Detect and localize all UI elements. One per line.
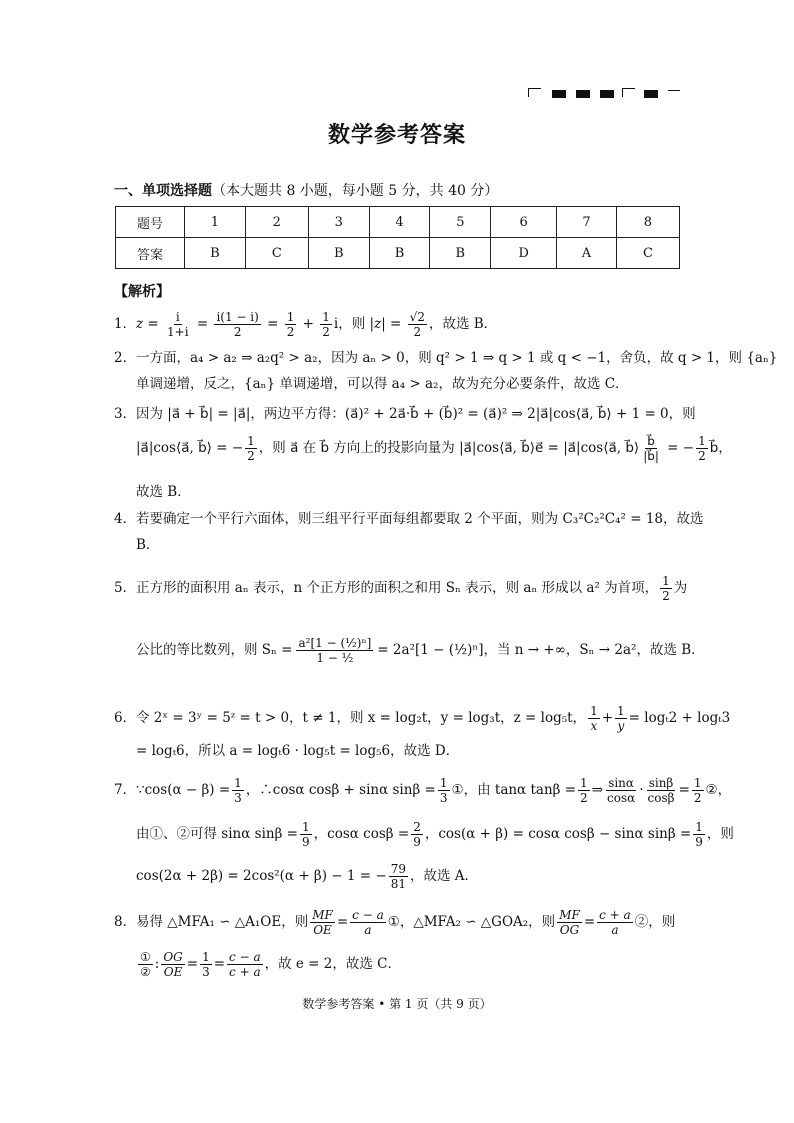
solution-2-cont: 单调递增，反之，{aₙ} 单调递增，可以得 a₄ > a₂，故为充分必要条件，故选 C．	[136, 376, 629, 392]
item-text: ∵cos(α − β) =	[136, 782, 231, 798]
item-text: ，当 n → +∞，Sₙ → 2a²，故选 B．	[483, 642, 705, 658]
fraction: $\frac{c + a}{a}$	[599, 908, 631, 937]
table-cell-label: 题号	[116, 207, 185, 238]
fraction: $\frac{i(1 - i)}{2}$	[216, 310, 259, 339]
fraction: $\frac{i}{1+i}$	[167, 310, 189, 339]
solution-8-cont: ① ② : $\frac{OG}{OE}$ = $\frac{1}{3}$ = $\frac{c - a}{c + a}$ ，故 e = 2，故选 C．	[140, 950, 401, 979]
fraction: $\frac{1}{3}$	[202, 950, 210, 979]
fraction: $\frac{c - a}{a}$	[352, 908, 384, 937]
fraction: $\frac{b⃗}{|b⃗|}$	[643, 434, 659, 463]
fraction: $\frac{79}{81}$	[390, 862, 406, 891]
fraction: $\frac{√2}{2}$	[409, 310, 425, 339]
fraction: $\frac{OG}{OE}$	[163, 950, 183, 979]
item-text: 为	[673, 580, 688, 596]
fraction: $\frac{1}{2}$	[247, 434, 255, 463]
solution-1: 1．z = $\frac{i}{1+i}$ = $\frac{i(1 - i)}{2}$ = $\frac{1}{2}$ + $\frac{1}{2}$ i，则 |z| = $\frac{√2}{2}$ ，故选 B．	[114, 310, 498, 339]
fraction: $\frac{1}{2}$	[322, 310, 330, 339]
item-text: 公比的等比数列，则 Sₙ =	[136, 642, 293, 658]
item-text: ②，则	[634, 914, 676, 930]
table-cell: 1	[185, 207, 246, 238]
item-text: ，则	[706, 826, 734, 842]
item-text: 由①、②可得 sinα sinβ =	[136, 826, 298, 842]
page-footer: 数学参考答案 • 第 1 页（共 9 页）	[302, 997, 492, 1011]
fraction: $\frac{\sin\alpha}{\cos\alpha}$	[607, 776, 636, 805]
solution-3-cont: 故选 B．	[136, 484, 191, 500]
fraction: $\frac{1}{3}$	[234, 776, 242, 805]
item-text: ②，	[705, 782, 732, 798]
item-text: ，故选 A．	[409, 868, 479, 884]
dash-mark-icon	[668, 90, 680, 91]
solution-5	[114, 574, 688, 603]
fraction: $\frac{1}{3}$	[439, 776, 448, 805]
solution-7: 7．∵cos(α − β) = $\frac{1}{3}$ ，∴cosα cosβ + sinα sinβ = $\frac{1}{3}$ ①，由 tanα tanβ = $\frac{1}{2}$ ⇒ $\frac{\sin\alpha}{\cos\alpha}$ · $\frac{\sin\beta}{\cos\beta}$ = $\frac{1}{2}$ ②，	[114, 776, 732, 805]
item-text: = logₜ2 + logₜ3	[628, 710, 731, 726]
item-text: ①，△MFA₂ ∽ △GOA₂，则	[387, 914, 556, 930]
item-number: 2．	[114, 350, 137, 366]
fraction: $\frac{1}{2}$	[580, 776, 588, 805]
solution-2	[114, 348, 778, 368]
item-text: ，故 e = 2，故选 C．	[264, 956, 401, 972]
section-note: （本大题共 8 小题，每小题 5 分，共 40 分）	[212, 183, 499, 199]
table-cell: 7	[557, 207, 617, 238]
fraction: $\frac{1}{x}$	[590, 704, 598, 733]
solution-3-formula: |a⃗|cos⟨a⃗, b⃗⟩ = − $\frac{1}{2}$ ，则 a⃗ 在 b⃗ 方向上的投影向量为 |a⃗|cos⟨a⃗, b⃗⟩e⃗ = |a⃗|cos⟨a⃗, b⃗⟩ $\frac{b⃗}{|b⃗|}$ = − $\frac{1}{2}$ b⃗，	[136, 434, 732, 463]
fraction: $\frac{1}{y}$	[617, 704, 625, 733]
bar-mark-icon	[552, 90, 566, 98]
item-text: ，cos(α + β) = cosα cosβ − sinα sinβ =	[424, 826, 692, 842]
bar-mark-icon	[600, 90, 614, 98]
solution-7-line2	[136, 820, 734, 849]
item-number: 4．	[114, 511, 137, 527]
table-cell: D	[491, 238, 557, 269]
item-text: 若要确定一个平行六面体，则三组平行平面每组都要取 2 个平面，则为 C₃²C₂²C₄² = 18，故选	[136, 511, 704, 527]
solution-8: 8．易得 △MFA₁ ∽ △A₁OE，则 $\frac{MF}{OE}$ = $\frac{c - a}{a}$ ①，△MFA₂ ∽ △GOA₂，则 $\frac{MF}{OG}$ = $\frac{c + a}{a}$ ②，则	[114, 908, 676, 937]
fraction: $\frac{c - a}{c + a}$	[229, 950, 261, 979]
item-number: 1．	[114, 316, 137, 332]
table-cell: C	[245, 238, 308, 269]
solution-4-cont: B．	[136, 537, 160, 553]
item-number: 8．	[114, 914, 137, 930]
fraction: $\frac{MF}{OE}$	[312, 908, 333, 937]
fraction: $\frac{1}{2}$	[286, 310, 295, 339]
item-text: 正方形的面积用 aₙ 表示，n 个正方形的面积之和用 Sₙ 表示，则 aₙ 形成以 a² 为首项，	[136, 580, 659, 596]
solution-5-formula: 公比的等比数列，则 Sₙ = $\frac{\text{a²[1 − (½)ⁿ]}}{\text{1 − ½}}$ = 2a²[1 − (½)ⁿ] ，当 n → +∞，Sₙ → 2a²，故选 B．	[136, 635, 705, 665]
item-number: 6．	[114, 710, 137, 726]
fraction: $\frac{MF}{OG}$	[559, 908, 580, 937]
section-heading	[114, 180, 498, 200]
solution-7-line3	[136, 862, 478, 891]
table-cell: 6	[491, 207, 557, 238]
table-cell: B	[430, 238, 491, 269]
table-cell: B	[185, 238, 246, 269]
section-title: 一、单项选择题	[114, 183, 212, 199]
table-cell: 5	[430, 207, 491, 238]
fraction: $\frac{1}{9}$	[302, 820, 310, 849]
fraction: $\frac{\text{a²[1 − (½)ⁿ]}}{\text{1 − ½}}$	[298, 635, 372, 665]
fraction: ① ②	[140, 950, 151, 979]
item-text: 令 2ˣ = 3ʸ = 5ᶻ = t > 0，t ≠ 1，则 x = log₂t，y = log₃t，z = log₅t，	[136, 710, 587, 726]
item-number: 7．	[114, 782, 137, 798]
answer-table	[115, 206, 680, 269]
table-cell: 8	[616, 207, 679, 238]
table-row	[116, 207, 680, 238]
bar-mark-icon	[644, 90, 658, 98]
item-text: ，cosα cosβ =	[313, 826, 410, 842]
fraction: $\frac{\sin\beta}{\cos\beta}$	[647, 776, 675, 805]
table-cell: 3	[308, 207, 369, 238]
fraction: $\frac{1}{2}$	[698, 434, 706, 463]
table-cell: 2	[245, 207, 308, 238]
table-cell-label: 答案	[116, 238, 185, 269]
corner-mark-icon	[528, 88, 541, 97]
table-cell: B	[308, 238, 369, 269]
item-text: cos(2α + 2β) = 2cos²(α + β) − 1 = −	[136, 868, 387, 884]
solution-3	[114, 404, 696, 424]
item-text: 易得 △MFA₁ ∽ △A₁OE，则	[136, 914, 309, 930]
table-cell: B	[369, 238, 430, 269]
item-text: ，∴cosα cosβ + sinα sinβ =	[245, 782, 436, 798]
item-text: ⇒	[591, 782, 603, 798]
analysis-heading: 【解析】	[114, 284, 170, 300]
table-row	[116, 238, 680, 269]
fraction: $\frac{2}{9}$	[413, 820, 421, 849]
item-text: 一方面，a₄ > a₂ ⇒ a₂q² > a₂，因为 aₙ > 0，则 q² > 1 ⇒ q > 1 或 q < −1，舍负，故 q > 1，则 {aₙ}	[136, 350, 778, 366]
table-cell: 4	[369, 207, 430, 238]
fraction: $\frac{1}{9}$	[695, 820, 703, 849]
solution-6-cont: = logₜ6，所以 a = logₜ6 · log₅t = log₅6，故选 D．	[136, 743, 460, 759]
solution-6: 6．令 2ˣ = 3ʸ = 5ᶻ = t > 0，t ≠ 1，则 x = log₂t，y = log₃t，z = log₅t， $\frac{1}{x}$ + $\frac{1}{y}$ = logₜ2 + logₜ3	[114, 704, 731, 733]
item-text: 因为 |a⃗ + b⃗| = |a⃗|，两边平方得：(a⃗)² + 2a⃗·b⃗ + (b⃗)² = (a⃗)² ⇒ 2|a⃗|cos⟨a⃗, b⃗⟩ + 1 = 0，则	[136, 406, 696, 422]
page-title: 数学参考答案	[327, 122, 466, 148]
item-number: 3．	[114, 406, 137, 422]
fraction: $\frac{1}{2}$	[693, 776, 702, 805]
corner-mark-icon	[622, 88, 635, 97]
solution-4	[114, 509, 704, 529]
item-text: ，故选 B．	[428, 316, 498, 332]
bar-mark-icon	[576, 90, 590, 98]
table-cell: C	[616, 238, 679, 269]
item-text: ①，由 tanα tanβ =	[451, 782, 577, 798]
fraction: $\frac{1}{2}$	[662, 574, 670, 603]
corner-marks	[528, 88, 688, 102]
item-number: 5．	[114, 580, 137, 596]
table-cell: A	[557, 238, 617, 269]
